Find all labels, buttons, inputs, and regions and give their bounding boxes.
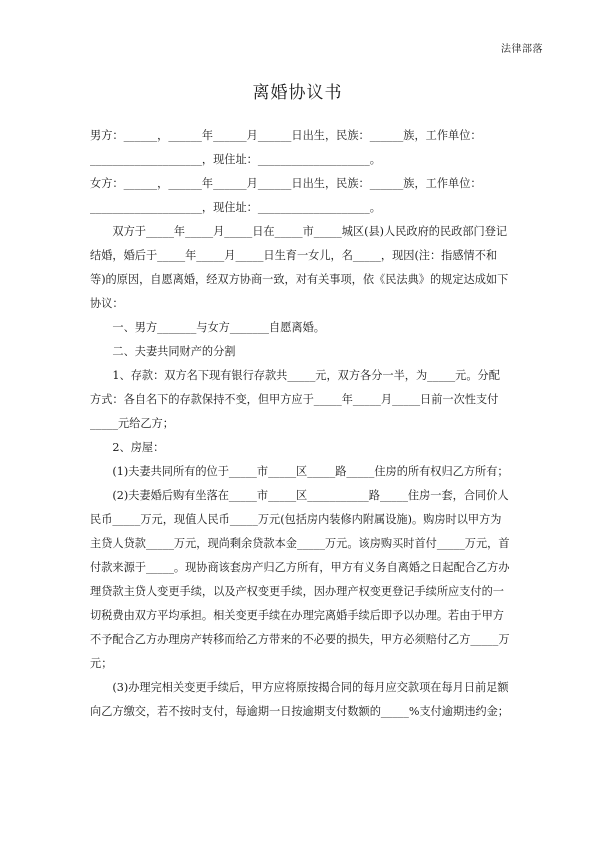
husband-info: 男方：______，______年______月______日出生，民族：______族，工作单位：____________________，现住址：____________________。	[90, 129, 482, 166]
site-name: 法律部落	[501, 44, 543, 55]
house-clause-1: (1)夫妻共同所有的位于_____市_____区_____路_____住房的所有权归乙方所有；	[112, 465, 509, 478]
clause-1: 一、男方_______与女方_______自愿离婚。	[112, 321, 325, 334]
house-clause-3: (3)办理完相关变更手续后，甲方应将原按揭合同的每月应交款项在每月日前足额向乙方缴交，若不按时支付，每逾期一日按逾期支付数额的_____%支付逾期违约金；	[90, 681, 509, 718]
house-clause-2: (2)夫妻婚后购有坐落在_____市_____区___________路_____住房一套，合同价人民币_____万元，现值人民币_____万元(包括房内装修内附属设施)。购房时以甲方为主贷人贷款_____万元，现尚剩余贷款本金_____万元。该房购买时首付_____万元，首付款来源于_____。现协商该套房产归乙方所有，甲方有义务自离婚之日起配合乙方办理贷款主贷人变更手续，以及产权变更手续，因办理产权变更登记手续所应支付的一切税费由双方平均承担。相关变更手续在办理完离婚手续后即予以办理。若由于甲方不予配合乙方办理房产转移而给乙方带来的不必要的损失，甲方必须赔付乙方_____万元；	[90, 489, 510, 670]
document-title: 离婚协议书	[252, 83, 343, 103]
marriage-statement: 双方于_____年_____月_____日在_____市_____城区(县)人民政府的民政部门登记结婚，婚后于_____年_____月_____日生育一女儿，名_____，现因(注：指感情不和等)的原因，自愿离婚，经双方协商一致，对有关事项，依《民法典》的规定达成如下协议：	[90, 225, 509, 310]
house-heading: 2、房屋：	[112, 441, 165, 454]
wife-info: 女方：______，______年______月______日出生，民族：______族，工作单位：____________________，现住址：____________________。	[90, 177, 482, 214]
document-body	[90, 124, 510, 724]
clause-2-heading: 二、夫妻共同财产的分割	[112, 345, 236, 358]
deposit-clause: 1、存款：双方名下现有银行存款共_____元，双方各分一半，为_____元。分配方式：各自名下的存款保持不变，但甲方应于_____年_____月_____日前一次性支付_____元给乙方；	[90, 369, 500, 430]
